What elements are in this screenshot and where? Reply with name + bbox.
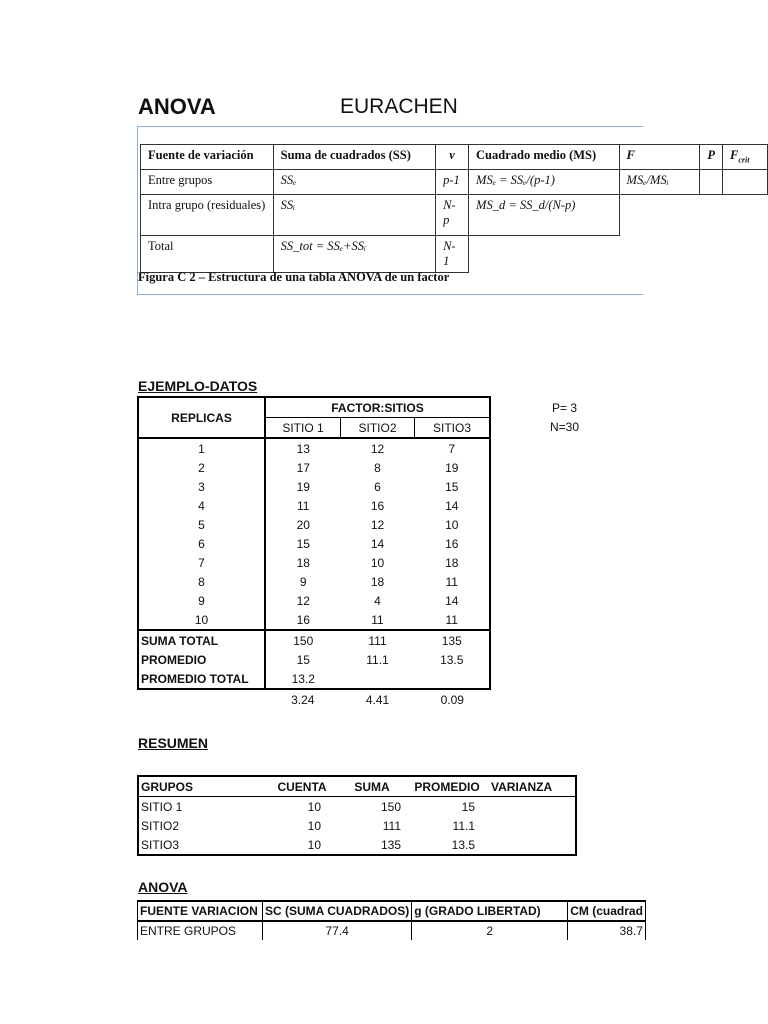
data-cell: 13.5 xyxy=(415,650,491,669)
resumen-cell xyxy=(489,835,576,855)
data-row xyxy=(138,458,490,477)
data-cell: 19 xyxy=(415,458,491,477)
data-cell: 11 xyxy=(265,496,341,515)
anova-cell: 2 xyxy=(412,921,568,940)
figure-header-cell: Fuente de variación xyxy=(141,145,274,170)
resumen-cell: 13.5 xyxy=(451,837,475,852)
data-cell: 4 xyxy=(374,593,381,608)
site-header: SITIO 1 xyxy=(265,418,341,439)
figure-header-cell: P xyxy=(700,145,723,170)
figure-anova-structure-table xyxy=(140,144,768,273)
anova-header-cell: FUENTE VARIACION xyxy=(138,901,263,921)
data-cell: 135 xyxy=(415,630,491,650)
data-cell: 3.24 xyxy=(291,692,315,707)
page-title: ANOVA xyxy=(138,94,216,119)
anova-row xyxy=(138,921,646,940)
data-cell: 4.41 xyxy=(365,692,390,707)
data-cell: 15 xyxy=(415,477,491,496)
figure-cell: N-1 xyxy=(436,236,469,273)
n-value-note[interactable] xyxy=(550,420,579,434)
section-title-anova: ANOVA xyxy=(138,879,188,895)
figure-cell xyxy=(619,236,700,273)
replica-number: 5 xyxy=(138,515,265,534)
resumen-cell: 10 xyxy=(307,799,321,814)
figure-row xyxy=(141,236,768,273)
resumen-cell xyxy=(489,797,576,817)
replica-number: 9 xyxy=(138,591,265,610)
data-cell: 14 xyxy=(415,496,491,515)
data-cell: 0.09 xyxy=(440,692,464,707)
row-label: SUMA TOTAL xyxy=(138,630,265,650)
figure-cell xyxy=(619,195,700,236)
resumen-row xyxy=(138,797,576,817)
data-cell: 16 xyxy=(265,610,341,630)
resumen-header-cell: VARIANZA xyxy=(489,776,576,797)
figure-cell xyxy=(723,195,768,236)
data-cell: 12 xyxy=(265,591,341,610)
data-row xyxy=(138,477,490,496)
figure-header-row xyxy=(141,145,768,170)
data-cell: 11 xyxy=(415,572,491,591)
fcrit-label: F xyxy=(730,148,739,162)
data-cell: 12 xyxy=(370,441,385,456)
replica-number: 3 xyxy=(138,477,265,496)
figure-caption: Figura C 2 – Estructura de una tabla ANOVA de un factor xyxy=(138,270,450,284)
data-cell: 6 xyxy=(374,479,381,494)
anova-cell: 77.4 xyxy=(263,921,412,940)
figure-cell xyxy=(723,170,768,195)
figure-cell xyxy=(469,236,620,273)
figure-cell: SSᵢ xyxy=(273,195,435,236)
data-cell: 16 xyxy=(415,534,491,553)
figure-cell: N-p xyxy=(436,195,469,236)
data-cell xyxy=(138,689,265,709)
data-cell: 18 xyxy=(415,553,491,572)
replica-number: 4 xyxy=(138,496,265,515)
figure-cell: Entre grupos xyxy=(141,170,274,195)
data-cell: 150 xyxy=(265,630,341,650)
data-cell: 9 xyxy=(265,572,341,591)
data-cell: 18 xyxy=(370,574,385,589)
replicas-header: REPLICAS xyxy=(138,397,265,438)
resumen-header-row xyxy=(138,776,576,797)
data-cell: 13 xyxy=(265,438,341,458)
figure-cell: MSₑ/MSᵢ xyxy=(619,170,700,195)
fcrit-sub: crit xyxy=(738,155,750,165)
resumen-cell: SITIO3 xyxy=(141,837,180,852)
figure-cell xyxy=(700,170,723,195)
resumen-cell: 15 xyxy=(461,799,475,814)
data-cell xyxy=(341,669,415,689)
data-cell xyxy=(415,669,491,689)
resumen-header-cell: GRUPOS xyxy=(138,776,265,797)
resumen-cell: 11.1 xyxy=(452,818,475,833)
data-cell: 15 xyxy=(265,650,341,669)
figure-cell: p-1 xyxy=(436,170,469,195)
figure-cell: Intra grupo (residuales) xyxy=(141,195,274,236)
extra-row xyxy=(138,689,490,709)
figure-row xyxy=(141,195,768,236)
resumen-header-cell: PROMEDIO xyxy=(405,776,489,797)
data-cell: 10 xyxy=(370,555,385,570)
example-data-table xyxy=(137,396,491,709)
data-row xyxy=(138,610,490,630)
data-cell: 111 xyxy=(341,630,415,650)
suma-row xyxy=(138,630,490,650)
anova-header-row xyxy=(138,901,646,921)
figure-cell xyxy=(723,236,768,273)
data-row xyxy=(138,534,490,553)
resumen-cell xyxy=(489,816,576,835)
anova-header-cell: g (GRADO LIBERTAD) xyxy=(412,901,568,921)
anova-header-cell: SC (SUMA CUADRADOS) xyxy=(263,901,412,921)
factor-header: FACTOR:SITIOS xyxy=(265,397,490,418)
data-row xyxy=(138,515,490,534)
resumen-row xyxy=(138,816,576,835)
page-subtitle: EURACHEN xyxy=(340,95,458,118)
replica-number: 1 xyxy=(138,438,265,458)
data-cell: 13.2 xyxy=(265,669,341,689)
data-cell: 20 xyxy=(265,515,341,534)
data-cell: 11 xyxy=(371,612,384,627)
figure-cell: Total xyxy=(141,236,274,273)
data-cell: 10 xyxy=(415,515,491,534)
data-row xyxy=(138,591,490,610)
data-cell: 12 xyxy=(370,517,385,532)
resumen-cell: 10 xyxy=(307,837,321,852)
replica-number: 6 xyxy=(138,534,265,553)
section-title-ejemplo: EJEMPLO-DATOS xyxy=(138,378,258,394)
data-cell: 8 xyxy=(374,460,381,475)
resumen-cell: SITIO 1 xyxy=(141,799,183,814)
data-row xyxy=(138,572,490,591)
data-row xyxy=(138,438,490,458)
data-cell: 14 xyxy=(415,591,491,610)
figure-cell xyxy=(700,236,723,273)
replica-number: 8 xyxy=(138,572,265,591)
figure-header-cell: Cuadrado medio (MS) xyxy=(469,145,620,170)
resumen-header-cell: SUMA xyxy=(339,776,405,797)
figure-cell: MSₑ = SSₑ/(p-1) xyxy=(469,170,620,195)
replica-number: 7 xyxy=(138,553,265,572)
data-cell: 17 xyxy=(265,458,341,477)
data-cell: 11 xyxy=(415,610,491,630)
data-cell: 16 xyxy=(370,498,385,513)
promedio-row xyxy=(138,650,490,669)
figure-header-cell-fcrit xyxy=(723,145,768,170)
site-header: SITIO3 xyxy=(415,418,491,439)
data-row xyxy=(138,496,490,515)
figure-row xyxy=(141,170,768,195)
data-header-row xyxy=(138,397,490,418)
data-cell: 19 xyxy=(265,477,341,496)
figure-header-cell: F xyxy=(619,145,700,170)
resumen-row xyxy=(138,835,576,855)
anova-header-cell: CM (cuadrad xyxy=(568,901,646,921)
resumen-cell: 10 xyxy=(307,818,321,833)
row-label: PROMEDIO xyxy=(138,650,265,669)
figure-header-cell: Suma de cuadrados (SS) xyxy=(273,145,435,170)
figure-header-cell: ν xyxy=(436,145,469,170)
row-label: PROMEDIO TOTAL xyxy=(138,669,265,689)
n-value-text: N=30 xyxy=(550,420,580,434)
resumen-header-cell: CUENTA xyxy=(265,776,339,797)
replica-number: 2 xyxy=(138,458,265,477)
replica-number: 10 xyxy=(138,610,265,630)
promedio-total-row xyxy=(138,669,490,689)
p-value-note: P= 3 xyxy=(552,401,578,415)
data-cell: 15 xyxy=(265,534,341,553)
resumen-cell: 111 xyxy=(382,818,401,833)
figure-cell: SSₑ xyxy=(273,170,435,195)
resumen-cell: 150 xyxy=(380,799,401,814)
anova-cell: ENTRE GRUPOS xyxy=(138,921,263,940)
data-cell: 18 xyxy=(265,553,341,572)
data-cell: 14 xyxy=(370,536,385,551)
site-header: SITIO2 xyxy=(341,418,415,439)
anova-cell: 38.7 xyxy=(568,921,646,940)
figure-cell xyxy=(700,195,723,236)
resumen-cell: SITIO2 xyxy=(141,818,180,833)
anova-table xyxy=(137,900,646,940)
resumen-table xyxy=(137,775,577,856)
data-cell: 11.1 xyxy=(366,652,389,667)
figure-cell: MS_d = SS_d/(N-p) xyxy=(469,195,620,236)
data-row xyxy=(138,553,490,572)
resumen-cell: 135 xyxy=(380,837,401,852)
data-cell: 7 xyxy=(415,438,491,458)
section-title-resumen: RESUMEN xyxy=(138,735,209,751)
figure-cell: SS_tot = SSₑ+SSᵢ xyxy=(273,236,435,273)
